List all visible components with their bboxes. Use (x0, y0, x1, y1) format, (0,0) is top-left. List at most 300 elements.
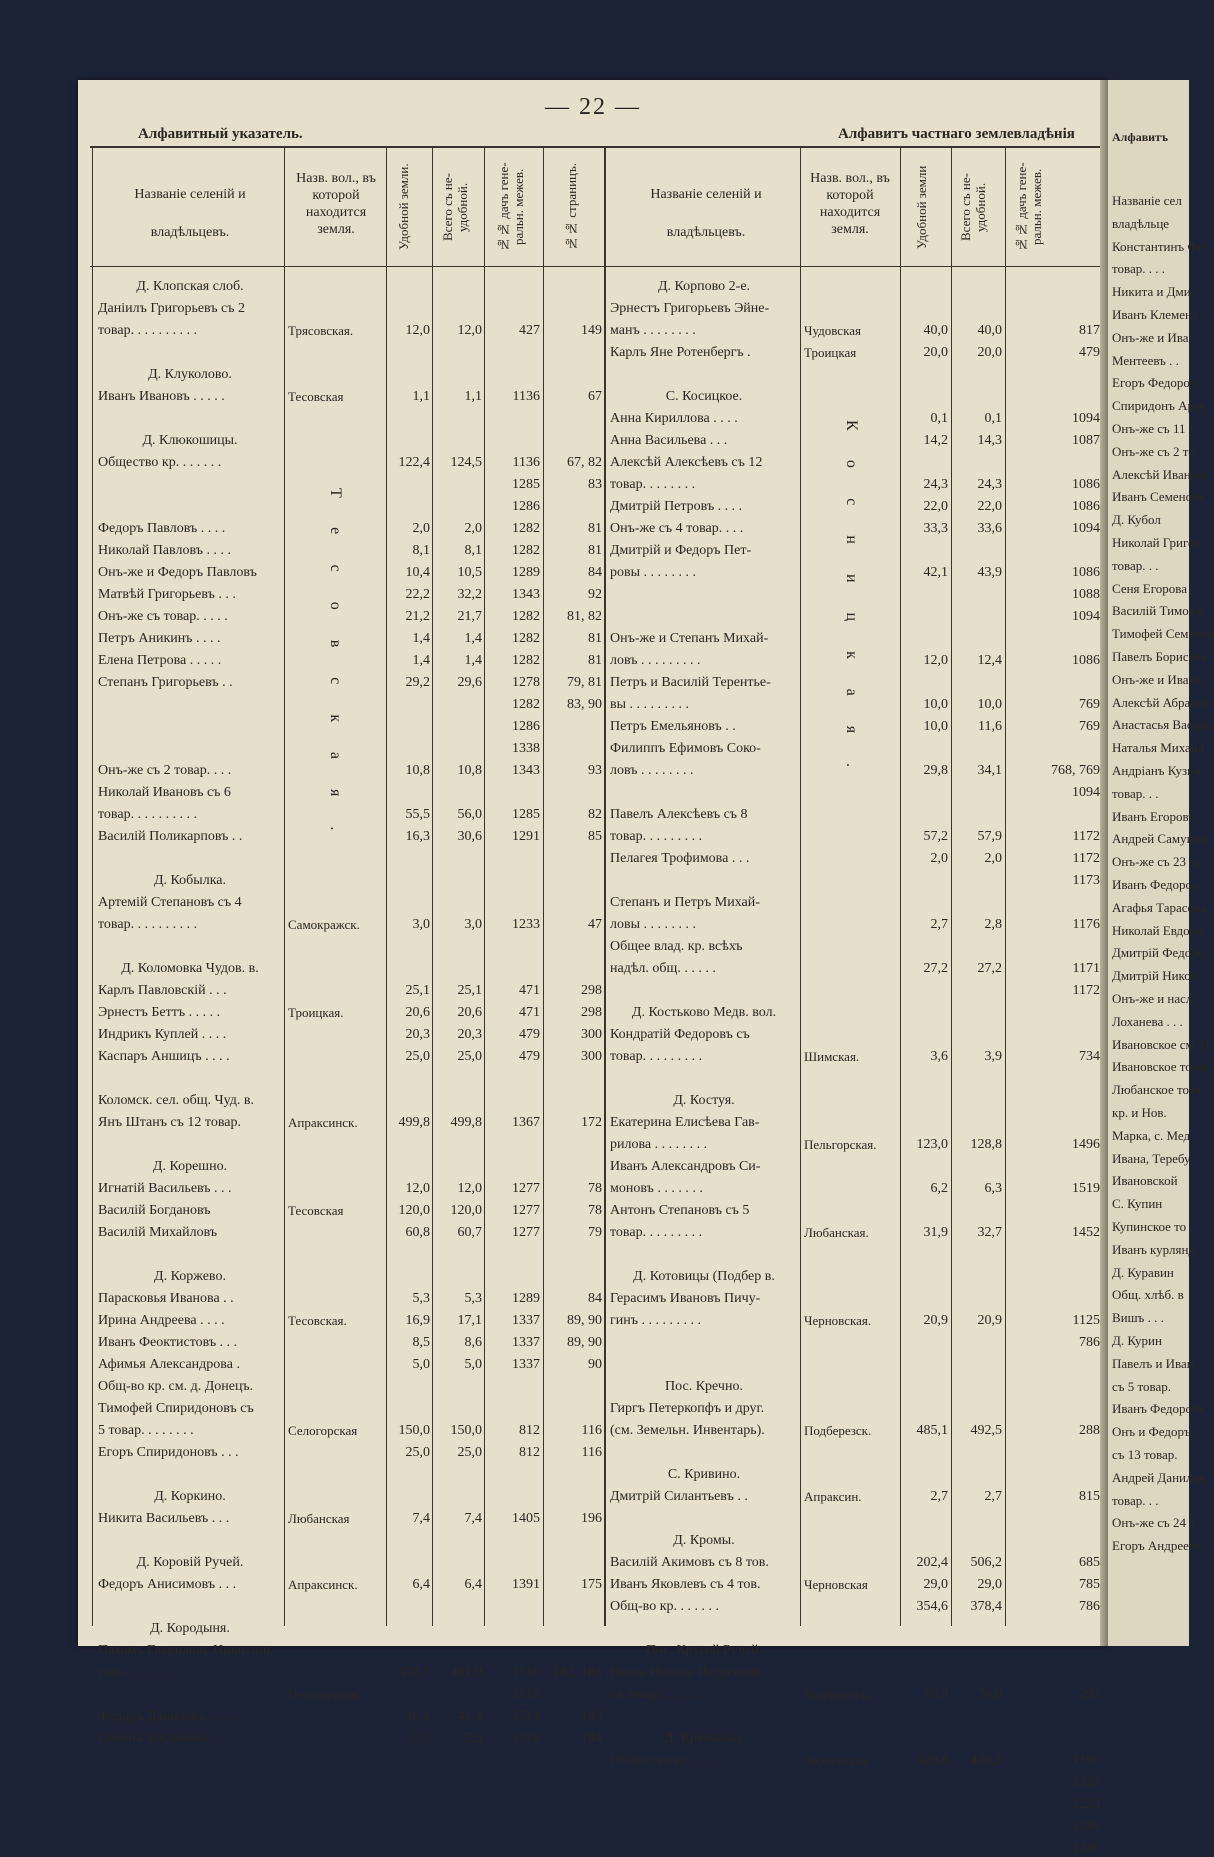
entry-name: Филиппъ Ефимовъ Соко- (610, 741, 761, 756)
entry-name: Д. Клопская слоб. (136, 279, 244, 294)
table-row (78, 696, 1108, 713)
next-page-line: Иванъ Егоровъ (1112, 808, 1196, 824)
next-page-line: Николай Евдоки (1112, 922, 1203, 938)
total-land: 20,0 (977, 345, 1002, 360)
survey-dacha-no: 734 (1079, 1049, 1100, 1064)
usable-land: 42,1 (923, 565, 948, 580)
volost: Самокражск. (288, 917, 360, 932)
page-ref: 79, 81 (567, 675, 602, 690)
page-ref: 300 (581, 1049, 602, 1064)
next-page-line: Алексѣй Абрамов (1112, 694, 1212, 710)
usable-land: 2,0 (930, 851, 948, 866)
entry-name: Д. Коркино. (154, 1489, 226, 1504)
total-land: 2,7 (984, 1489, 1002, 1504)
survey-dacha-no: 1515 (512, 1687, 540, 1702)
entry-name: Алексѣй Алексѣевъ съ 12 (610, 455, 763, 470)
entry-name: Федоръ Даниловъ . . . . (98, 1709, 234, 1724)
entry-name: Д. Коржево. (154, 1269, 226, 1284)
table-row (78, 1752, 1108, 1769)
next-page-line: Андріанъ Кузьм (1112, 763, 1202, 778)
next-page-line: Марка, с. Мед (1112, 1127, 1191, 1143)
survey-dacha-no: 1518 (512, 1731, 540, 1746)
table-row (78, 1092, 1108, 1109)
survey-dacha-no: 1172 (1072, 983, 1100, 998)
survey-dacha-no: 1176 (1072, 917, 1100, 932)
page-ref: 81 (588, 521, 602, 536)
next-page-line: С. Купин (1112, 1196, 1163, 1212)
next-page-line: съ 13 товар. (1112, 1447, 1178, 1462)
survey-dacha-no: 1282 (512, 653, 540, 668)
usable-land: 202,4 (916, 1555, 948, 1570)
page-ref: 83, 90 (567, 697, 602, 712)
total-land: 10,5 (457, 565, 482, 580)
table-row (78, 608, 1108, 625)
entry-name: Степанъ и Петръ Михай- (610, 895, 760, 910)
survey-dacha-no: 471 (519, 1005, 540, 1020)
entry-name: (см. Земельн. Инвентарь). (610, 1423, 765, 1438)
header-volost: Назв. вол., въ которой находится земля. (296, 171, 376, 237)
usable-land: 6,4 (412, 1577, 430, 1592)
total-land: 57,9 (977, 829, 1002, 844)
table-row (78, 322, 1108, 339)
table-row (78, 938, 1108, 955)
total-land: 3,0 (464, 917, 482, 932)
total-land: 14,3 (977, 433, 1002, 448)
survey-dacha-no: 1282 (512, 521, 540, 536)
entry-name: Гиргъ Петеркопфъ и друг. (610, 1401, 765, 1416)
entry-name: Федоръ Павловъ . . . . (98, 521, 226, 536)
next-page-line: Егоръ Андреевъ (1112, 1538, 1202, 1554)
entry-name: Василій Акимовъ съ 8 тов. (610, 1555, 769, 1570)
volost: Трясовская. (288, 323, 354, 338)
table-row (78, 828, 1108, 845)
total-land: 20,6 (457, 1005, 482, 1020)
page-ref: 84 (588, 565, 602, 580)
next-page-line: Николай Григор (1112, 535, 1201, 550)
usable-land: 120,0 (398, 1203, 430, 1218)
header-name: Названіе селеній и владѣльцевъ. (134, 187, 246, 240)
table-row (78, 674, 1108, 691)
usable-land: 57,2 (923, 829, 948, 844)
entry-name: Семенъ Богдановъ . . . (98, 1731, 230, 1746)
header-total-right: Всего съ не-удобной. (958, 173, 988, 241)
survey-dacha-no: 1337 (512, 1335, 540, 1350)
total-land: 1,4 (464, 631, 482, 646)
next-page-line: Ивановское см. П (1112, 1036, 1210, 1052)
page-ref: 82 (588, 807, 602, 822)
usable-land: 20,0 (923, 345, 948, 360)
table-row (78, 1246, 1108, 1263)
usable-land: 2,7 (930, 917, 948, 932)
survey-dacha-no: 1510 (512, 1665, 540, 1680)
usable-land: 485,1 (916, 1423, 948, 1438)
page-ref: 298 (581, 983, 602, 998)
entry-name: манъ . . . . . . . . (610, 323, 696, 338)
usable-land: 499,8 (398, 1115, 430, 1130)
table-row (78, 498, 1108, 515)
survey-dacha-no: 1343 (512, 587, 540, 602)
next-page-line: Иванъ Семеновъ (1112, 489, 1205, 505)
volost: Пельгорская. (804, 1137, 877, 1152)
entry-name: Кондратій Федоровъ съ (610, 1027, 750, 1042)
table-row (78, 1202, 1108, 1219)
usable-land: 16,3 (405, 829, 430, 844)
table-row (78, 1268, 1108, 1285)
survey-dacha-no: 786 (1079, 1599, 1100, 1614)
next-page-line: Лоханева . . . (1112, 1013, 1183, 1029)
entry-name: товар. . . . . . . . . (610, 829, 703, 844)
entry-name: Каспаръ Аншицъ . . . . (98, 1049, 230, 1064)
vertical-volost-right: Косницкая. (843, 420, 860, 798)
survey-dacha-no: 1496 (1072, 1137, 1100, 1152)
table-row (78, 1114, 1108, 1131)
entry-name: Петръ Емельяновъ . . (610, 719, 736, 734)
volost: Любанская. (804, 1225, 869, 1240)
survey-dacha-no: 1086 (1072, 499, 1100, 514)
entry-name: Пелагея Трофимова . . . (610, 851, 750, 866)
entry-name: Иванъ Ивановъ . . . . . (98, 389, 225, 404)
entry-name: ровы . . . . . . . . (610, 565, 697, 580)
page-ref: 78 (588, 1181, 602, 1196)
next-page-line: Ивановское товар. (1112, 1059, 1214, 1075)
entry-name: Коломск. сел. общ. Чуд. в. (98, 1093, 254, 1108)
page-ref: 298 (581, 1005, 602, 1020)
entry-name: Матвѣй Григорьевъ . . . (98, 587, 236, 602)
total-land: 5,3 (464, 1291, 482, 1306)
usable-land: 16,9 (405, 1313, 430, 1328)
survey-dacha-no: 812 (519, 1445, 540, 1460)
entry-name: Екатерина Елисѣева Гав- (610, 1115, 760, 1130)
usable-land: 3,6 (930, 1049, 948, 1064)
entry-name: Общество кр. . . . . . (610, 1753, 727, 1768)
next-page-line: Ивановской (1112, 1173, 1178, 1189)
usable-land: 2,0 (412, 521, 430, 536)
table-row (78, 410, 1108, 427)
usable-land: 6,2 (930, 1181, 948, 1196)
survey-dacha-no: 1086 (1072, 653, 1100, 668)
next-page-line: товар. . . (1112, 557, 1159, 573)
next-page-line: Андрей Самуило (1112, 831, 1207, 847)
total-land: 32,2 (457, 587, 482, 602)
entry-name: съ товар. . . . . . . . (610, 1687, 713, 1702)
total-land: 40,0 (977, 323, 1002, 338)
survey-dacha-no: 1514 (512, 1709, 540, 1724)
survey-dacha-no: 812 (519, 1423, 540, 1438)
entry-name: Ирина Андреева . . . . (98, 1313, 225, 1328)
survey-dacha-no: 1173 (1072, 873, 1100, 888)
header-pages: №№ страницъ. (564, 163, 579, 251)
table-row (78, 1554, 1108, 1571)
total-land: 12,0 (457, 1181, 482, 1196)
entry-name: Дмитрій Силантьевъ . . (610, 1489, 748, 1504)
total-land: 12,4 (977, 653, 1002, 668)
next-page-line: Онъ-же съ 2 то (1112, 443, 1195, 459)
survey-dacha-no: 479 (519, 1049, 540, 1064)
total-land: 25,1 (457, 983, 482, 998)
usable-land: 7,4 (412, 1511, 430, 1526)
survey-dacha-no: 1282 (512, 609, 540, 624)
usable-land: 122,4 (398, 455, 430, 470)
total-land: 7,4 (464, 1511, 482, 1526)
entry-name: вы . . . . . . . . . (610, 697, 690, 712)
usable-land: 5,3 (412, 1291, 430, 1306)
entry-name: Пахомъ Гавриловъ Никитинъ (98, 1643, 274, 1658)
usable-land: 29,2 (405, 675, 430, 690)
entry-name: гинъ . . . . . . . . . (610, 1313, 701, 1328)
table-row (78, 520, 1108, 537)
table-row (78, 586, 1108, 603)
survey-dacha-no: 1278 (512, 675, 540, 690)
page-ref: 92 (588, 587, 602, 602)
entry-name: Карлъ Яне Ротенбергъ . (610, 345, 751, 360)
usable-land: 10,8 (405, 763, 430, 778)
entry-name: Общее влад. кр. всѣхъ (610, 939, 743, 954)
table-row (78, 982, 1108, 999)
entry-name: Егоръ Спиридоновъ . . . (98, 1445, 239, 1460)
survey-dacha-no: 1286 (512, 499, 540, 514)
volost: Подберезск. (804, 1687, 872, 1702)
total-land: 29,0 (977, 1577, 1002, 1592)
usable-land: 5,0 (412, 1357, 430, 1372)
total-land: 10,8 (457, 763, 482, 778)
next-page-line: Ментеевъ . . (1112, 352, 1179, 368)
header-total: Всего съ не-удобной. (440, 173, 470, 241)
table-row (78, 1356, 1108, 1373)
volost: Апраксинск. (288, 1577, 358, 1592)
table-row (78, 1334, 1108, 1351)
entry-name: Эрнестъ Григорьевъ Эйне- (610, 301, 770, 316)
next-page-line: Никита и Дми. (1112, 284, 1194, 300)
table-row (78, 1774, 1108, 1791)
next-page-line: съ 5 товар. (1112, 1378, 1171, 1394)
survey-dacha-no: 1405 (512, 1511, 540, 1526)
table-row (78, 1598, 1108, 1615)
entry-name: Тимофей Спиридоновъ съ (98, 1401, 254, 1416)
entry-name: Василій Поликарповъ . . (98, 829, 243, 844)
survey-dacha-no: 293 (1079, 1687, 1100, 1702)
entry-name: Никита Васильевъ . . . (98, 1511, 230, 1526)
survey-dacha-no: 1291 (512, 829, 540, 844)
table-row (78, 762, 1108, 779)
entry-name: Д. Клуколово. (148, 367, 232, 382)
table-row (78, 1686, 1108, 1703)
table-row (78, 432, 1108, 449)
running-head-left: Алфавитный указатель. (138, 126, 303, 142)
survey-dacha-no: 1282 (512, 543, 540, 558)
entry-name: Николай Ивановъ съ 6 (98, 785, 231, 800)
usable-land: 22,0 (923, 499, 948, 514)
total-land: 492,5 (970, 1423, 1002, 1438)
total-land: 10,0 (977, 697, 1002, 712)
entry-name: Д. Кромы. (673, 1533, 735, 1548)
page-ref: 83 (588, 477, 602, 492)
usable-land: 354,6 (916, 1599, 948, 1614)
page-ref: 81 (588, 653, 602, 668)
usable-land: 150,0 (398, 1423, 430, 1438)
entry-name: Елена Петрова . . . . . (98, 653, 222, 668)
next-page-line: Павелъ и Иван (1112, 1355, 1194, 1371)
next-page-line: Андрей Данилов (1112, 1469, 1206, 1485)
table-row (78, 1070, 1108, 1087)
total-land: 20,9 (977, 1313, 1002, 1328)
total-land: 120,0 (450, 1203, 482, 1218)
page-ref: 81 (588, 543, 602, 558)
volost: Апраксин. (804, 1489, 862, 1504)
table-row (78, 388, 1108, 405)
next-page-line: Константинъ Фе (1112, 238, 1204, 254)
usable-land: 20,3 (405, 1027, 430, 1042)
entry-name: Онъ-же съ 2 товар. . . . (98, 763, 232, 778)
total-land: 43,9 (977, 565, 1002, 580)
page-ref: 81, 82 (567, 609, 602, 624)
page-ref: 182, 183 (553, 1665, 602, 1680)
table-row (78, 1422, 1108, 1439)
table-row (78, 1026, 1108, 1043)
survey-dacha-no: 1088 (1072, 587, 1100, 602)
total-land: 1,1 (464, 389, 482, 404)
total-land: 21,7 (457, 609, 482, 624)
next-page-line: товар. . . (1112, 1492, 1159, 1508)
entry-name: Д. Клюкошицы. (142, 433, 238, 448)
header-name-right: Названіе селеній и владѣльцевъ. (650, 187, 762, 240)
total-land: 378,4 (970, 1599, 1002, 1614)
survey-dacha-no: 1277 (512, 1203, 540, 1218)
running-head-right: Алфавитъ частнаго землевладѣнія (838, 126, 1075, 142)
vertical-volost-left: Тесовская. (327, 488, 344, 861)
entry-name: 5 товар. . . . . . . . (98, 1423, 194, 1438)
total-land: 11,6 (978, 719, 1002, 734)
total-land: 20,3 (457, 1027, 482, 1042)
survey-dacha-no: 1087 (1072, 433, 1100, 448)
entry-name: Пос. Кречно. (665, 1379, 743, 1394)
survey-dacha-no: 1172 (1072, 829, 1100, 844)
entry-name: Онъ-же и Федоръ Павловъ (98, 565, 257, 580)
next-page-line: товар. . . . (1112, 261, 1165, 277)
survey-dacha-no: 1094 (1072, 785, 1100, 800)
survey-dacha-no: 1171 (1072, 961, 1100, 976)
usable-land: 76,0 (923, 1687, 948, 1702)
usable-land: 29,8 (923, 763, 948, 778)
next-page-line: Егоръ Федоров (1112, 375, 1197, 391)
total-land: 17,1 (457, 1313, 482, 1328)
entry-name: Карлъ Павловскій . . . (98, 983, 227, 998)
survey-dacha-no: 1285 (512, 807, 540, 822)
next-page-line: Сеня Егорова (1112, 580, 1187, 596)
entry-name: Иванъ Александровъ Си- (610, 1159, 761, 1174)
next-page-line: Онъ и Федоръ (1112, 1424, 1191, 1440)
entry-name: Индрикъ Куплей . . . . (98, 1027, 227, 1042)
entry-name: товар. . . . . . . . . . (98, 323, 198, 338)
table-row (78, 564, 1108, 581)
usable-land: 40,0 (923, 323, 948, 338)
page-ref: 67 (588, 389, 602, 404)
header-dachi: №№ дачъ гене-ральн. межев. (496, 162, 526, 252)
usable-land: 429,8 (916, 1753, 948, 1768)
entry-name: Игнатій Васильевъ . . . (98, 1181, 232, 1196)
table-row (78, 1818, 1108, 1835)
usable-land: 478,7 (398, 1665, 430, 1680)
total-land: 24,3 (977, 477, 1002, 492)
entry-name: товар. . . . . . . . (610, 477, 696, 492)
entry-name: Онъ-же съ 4 товар. . . . (610, 521, 744, 536)
total-land: 60,7 (457, 1225, 482, 1240)
volost: Черновская. (804, 1313, 872, 1328)
next-page-line: Онъ-же съ 11 т (1112, 421, 1195, 436)
total-land: 56,0 (457, 807, 482, 822)
entry-name: Д. Коломовка Чудов. в. (121, 961, 259, 976)
total-land: 29,6 (457, 675, 482, 690)
top-rule (90, 146, 1100, 148)
total-land: 2,0 (984, 851, 1002, 866)
header-usable-right: Удобной земли (914, 165, 929, 249)
survey-dacha-no: 1367 (512, 1115, 540, 1130)
usable-land: 8,5 (412, 1335, 430, 1350)
next-page-line: Вишъ . . . (1112, 1310, 1164, 1326)
volost: Черновская (804, 1753, 868, 1768)
survey-dacha-no: 1136 (512, 389, 540, 404)
next-page-line: Иванъ Федоров (1112, 877, 1199, 892)
page-ref: 84 (588, 1291, 602, 1306)
entry-name: Иванъ Яковлевъ съ 4 тов. (610, 1577, 761, 1592)
total-land: 41,4 (457, 1709, 482, 1724)
entry-name: рилова . . . . . . . . (610, 1137, 708, 1152)
table-row (78, 1664, 1108, 1681)
next-page-line: Дмитрій Никол (1112, 968, 1198, 984)
survey-dacha-no: 1289 (512, 1291, 540, 1306)
survey-dacha-no: 1086 (1072, 477, 1100, 492)
entry-name: Анна Кириллова . . . . (610, 411, 738, 426)
total-land: 6,3 (984, 1181, 1002, 1196)
survey-dacha-no: 1277 (512, 1225, 540, 1240)
table-row (78, 1488, 1108, 1505)
entry-name: Яковъ Никлау Педревицъ (610, 1665, 763, 1680)
entry-name: Д. Коровій Ручей. (136, 1555, 244, 1570)
survey-dacha-no: 288 (1079, 1423, 1100, 1438)
entry-name: ловы . . . . . . . . (610, 917, 697, 932)
total-land: 25,0 (457, 1445, 482, 1460)
page-ref: 149 (581, 323, 602, 338)
usable-land: 12,0 (405, 1181, 430, 1196)
volost: Шимская. (804, 1049, 860, 1064)
volost: Селогорская (288, 1423, 358, 1438)
survey-dacha-no: 1125 (1072, 1313, 1100, 1328)
total-land: 8,1 (464, 543, 482, 558)
entry-name: Николай Павловъ . . . . (98, 543, 231, 558)
total-land: 27,2 (977, 961, 1002, 976)
survey-dacha-no: 1282 (512, 697, 540, 712)
total-land: 76,6 (977, 1687, 1002, 1702)
usable-land: 20,9 (923, 1313, 948, 1328)
usable-land: 25,0 (405, 1445, 430, 1460)
usable-land: 1,4 (412, 653, 430, 668)
next-page-fragment (1108, 80, 1214, 1646)
entry-name: Федоръ Анисимовъ . . . (98, 1577, 237, 1592)
usable-land: 20,6 (405, 1005, 430, 1020)
usable-land: 10,0 (923, 697, 948, 712)
table-row (78, 872, 1108, 889)
page-ref: 175 (581, 1577, 602, 1592)
survey-dacha-no: 817 (1079, 323, 1100, 338)
usable-land: 14,2 (923, 433, 948, 448)
total-land: 22,0 (977, 499, 1002, 514)
table-row (78, 718, 1108, 735)
book-page (78, 80, 1108, 1856)
usable-land: 123,0 (916, 1137, 948, 1152)
entry-name: Парасковья Иванова . . (98, 1291, 234, 1306)
next-page-line: Названіе сел (1112, 193, 1182, 208)
total-land: 1,4 (464, 653, 482, 668)
survey-dacha-no: 1094 (1072, 521, 1100, 536)
